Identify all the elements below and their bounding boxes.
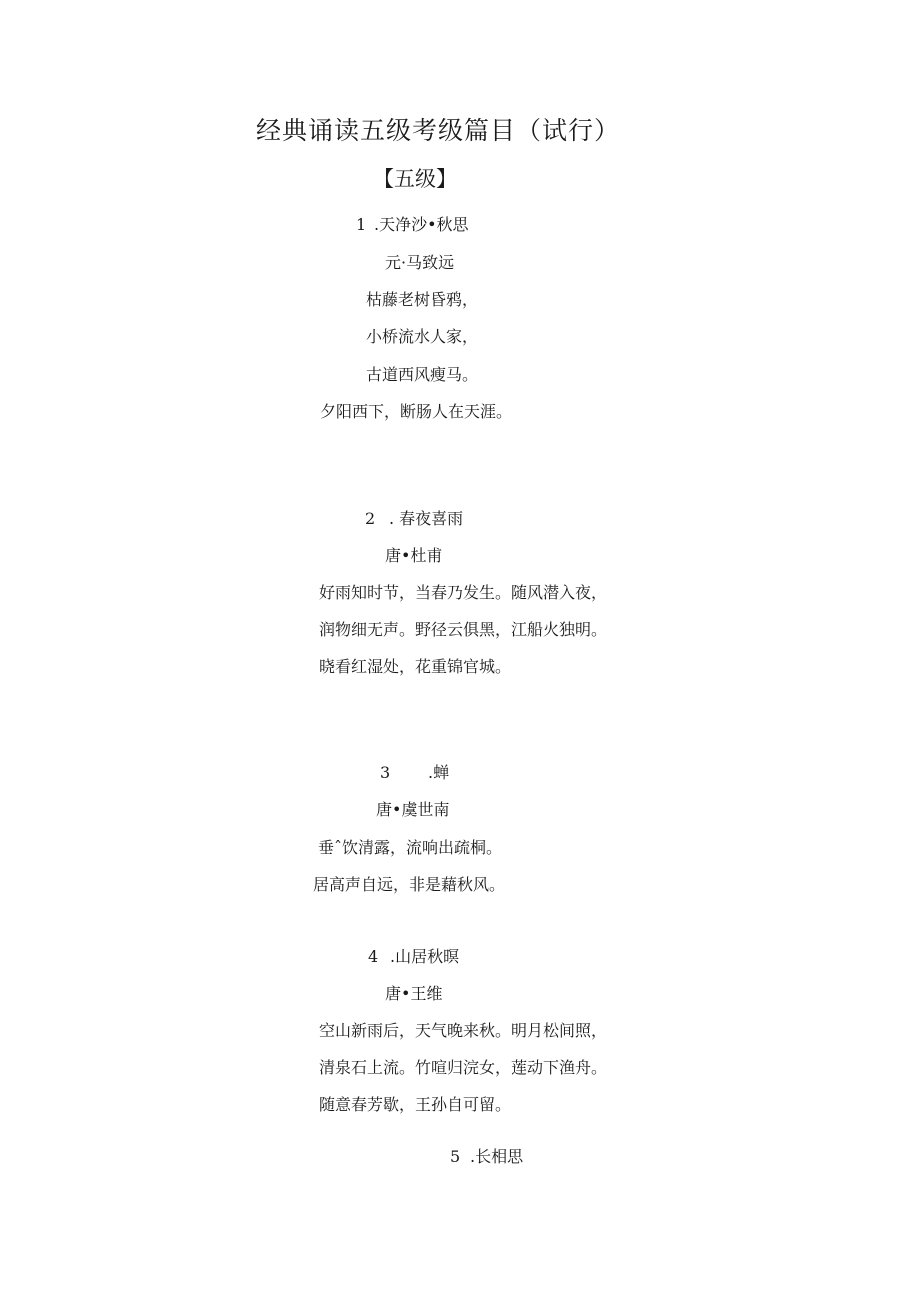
poem-line: 好雨知时节，当春乃发生。随风潜入夜， (319, 583, 608, 602)
poem-author: 唐•虞世南 (376, 800, 450, 819)
poem-line: 清泉石上流。竹喧归浣女，莲动下渔舟。 (319, 1058, 608, 1077)
poem-line: 垂ˆ饮清露，流响出疏桐。 (318, 838, 503, 857)
poem-line: 小桥流水人家， (366, 327, 479, 346)
poem-number: 2 (365, 509, 376, 528)
poem-heading (356, 217, 469, 233)
poem-line: 居高声自远，非是藉秋风。 (313, 875, 506, 894)
poem-line: 空山新雨后，天气晚来秋。明月松间照， (319, 1021, 608, 1040)
poem-heading (450, 1149, 523, 1165)
poem-line: 古道西风瘦马。 (366, 365, 479, 384)
poem-line: 晓看红湿处，花重锦官城。 (319, 657, 512, 676)
poem-title: .山居秋暝 (390, 947, 460, 966)
poem-heading (365, 511, 463, 527)
poem-author: 唐•王维 (385, 984, 443, 1003)
poem-title: .天净沙•秋思 (374, 215, 469, 234)
poem-number: 5 (450, 1147, 461, 1166)
poem-number: 1 (356, 215, 367, 234)
poem-author: 元·马致远 (385, 253, 455, 272)
poem-title: .长相思 (470, 1147, 524, 1166)
poem-author: 唐•杜甫 (385, 546, 443, 565)
poem-number: 3 (380, 763, 391, 782)
document-title: 经典诵读五级考级篇目（试行） (256, 116, 621, 145)
poem-title: .蝉 (428, 763, 450, 782)
grade-heading: 【五级】 (373, 167, 457, 191)
poem-number: 4 (368, 947, 379, 966)
poem-heading (368, 949, 459, 965)
poem-line: 润物细无声。野径云俱黑，江船火独明。 (319, 620, 608, 639)
poem-line: 枯藤老树昏鸦， (366, 290, 479, 309)
poem-line: 夕阳西下，断肠人在天涯。 (320, 402, 513, 421)
poem-heading (380, 765, 449, 781)
poem-title: . 春夜喜雨 (389, 509, 464, 528)
poem-line: 随意春芳歇，王孙自可留。 (319, 1095, 512, 1114)
